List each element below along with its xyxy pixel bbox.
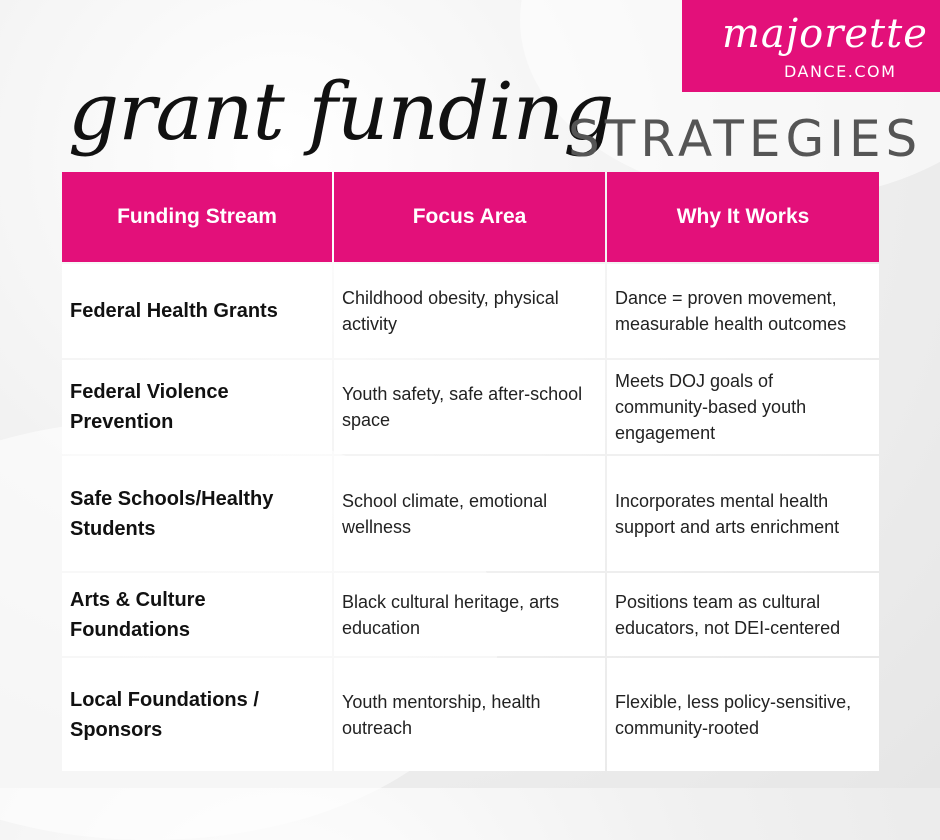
cell-why-it-works: Incorporates mental health support and arts enrichment	[607, 456, 879, 571]
table-row	[62, 456, 879, 571]
cell-why-it-works: Meets DOJ goals of community-based youth engagement	[607, 360, 879, 454]
cell-focus-area: Black cultural heritage, arts education	[334, 573, 605, 656]
brand-logo[interactable]	[682, 0, 940, 92]
table-row	[62, 658, 879, 771]
table-header-row	[62, 172, 879, 262]
cell-funding-stream: Safe Schools/Healthy Students	[62, 456, 332, 571]
table-row	[62, 573, 879, 656]
cell-funding-stream: Federal Health Grants	[62, 264, 332, 358]
funding-table	[60, 170, 881, 773]
table-row	[62, 264, 879, 358]
logo-domain-text: DANCE.COM	[784, 62, 897, 81]
cell-focus-area: School climate, emotional wellness	[334, 456, 605, 571]
cell-focus-area: Youth safety, safe after-school space	[334, 360, 605, 454]
cell-funding-stream: Local Foundations / Sponsors	[62, 658, 332, 771]
table-row	[62, 360, 879, 454]
cell-why-it-works: Flexible, less policy-sensitive, community-rooted	[607, 658, 879, 771]
cell-funding-stream: Arts & Culture Foundations	[62, 573, 332, 656]
header-funding-stream: Funding Stream	[62, 172, 332, 262]
cell-funding-stream: Federal Violence Prevention	[62, 360, 332, 454]
cell-focus-area: Youth mentorship, health outreach	[334, 658, 605, 771]
cell-focus-area: Childhood obesity, physical activity	[334, 264, 605, 358]
logo-script-text: majorette	[722, 11, 928, 57]
page-title-caps: STRATEGIES	[568, 110, 923, 168]
cell-why-it-works: Positions team as cultural educators, not DEI-centered	[607, 573, 879, 656]
cell-why-it-works: Dance = proven movement, measurable health outcomes	[607, 264, 879, 358]
header-why-it-works: Why It Works	[607, 172, 879, 262]
page-title-script: grant funding	[68, 65, 614, 158]
header-focus-area: Focus Area	[334, 172, 605, 262]
